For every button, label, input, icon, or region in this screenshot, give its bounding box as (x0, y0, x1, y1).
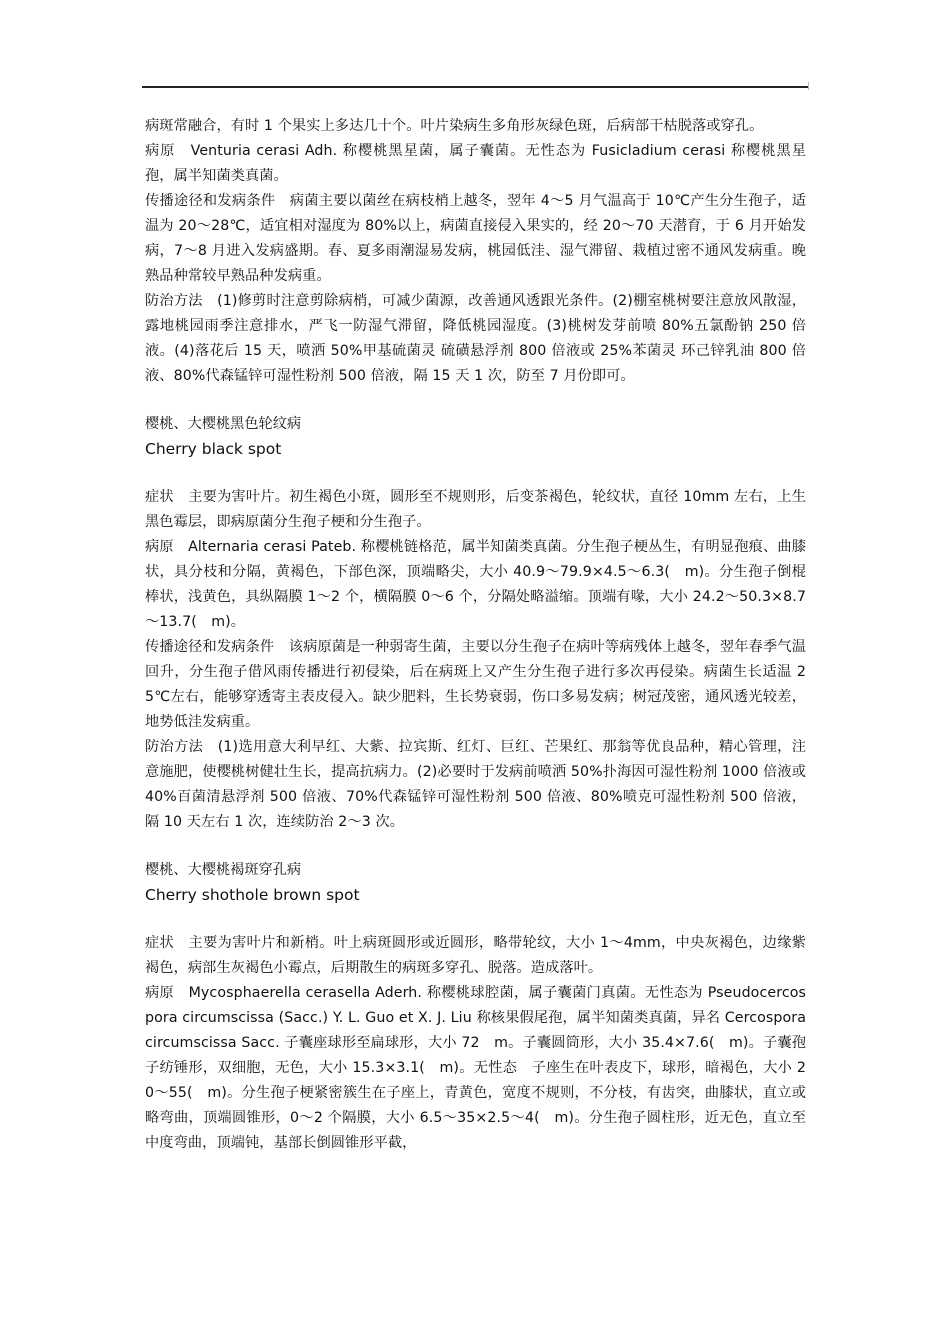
paragraph: 病斑常融合，有时 1 个果实上多达几十个。叶片染病生多角形灰绿色斑，后病部干枯脱落或穿孔。 (145, 118, 764, 134)
paragraph: 病原 Mycosphaerella cerasella Aderh. 称樱桃球腔菌，属子囊菌门真菌。无性态为 Pseudocercospora circumscissa (Sacc.) Y. L. Guo et X. J. Liu 称核果假尾孢，属半知菌类真菌，异名 Cercospora circumscissa Sacc. 子囊座球形至扁球形，大小 72 m。子囊圆筒形，大小 35.4×7.6( m)。子囊孢子纺锤形，双细胞，无色，大小 15.3×3.1( m)。无性态 子座生在叶表皮下，球形，暗褐色，大小 20～55( m)。分生孢子梗紧密簇生在子座上，青黄色，宽度不规则，不分枝，有齿突，曲膝状，直立或略弯曲，顶端圆锥形，0～2 个隔膜，大小 6.5～35×2.5～4( m)。分生孢子圆柱形，近无色，直立至中度弯曲，顶端钝，基部长倒圆锥形平截， (145, 985, 806, 1151)
spacer (145, 389, 806, 412)
section-heading: 樱桃、大樱桃褐斑穿孔病 (145, 862, 302, 878)
paragraph: 传播途径和发病条件 该病原菌是一种弱寄生菌，主要以分生孢子在病叶等病残体上越冬，翌年春季气温回升，分生孢子借风雨传播进行初侵染，后在病斑上又产生分生孢子进行多次再侵染。病菌生长适温 25℃左右，能够穿透寄主表皮侵入。缺少肥料，生长势衰弱，伤口多易发病；树冠茂密，通风透光较差，地势低洼发病重。 (145, 639, 806, 730)
spacer (145, 835, 806, 858)
document-body (145, 114, 806, 1156)
spacer (145, 462, 806, 485)
spacer (145, 908, 806, 931)
paragraph: 病原 Alternaria cerasi Pateb. 称樱桃链格范，属半知菌类真菌。分生孢子梗丛生，有明显孢痕、曲膝状，具分枝和分隔，黄褐色，下部色深，顶端略尖，大小 40.9～79.9×4.5～6.3( m)。分生孢子倒棍棒状，浅黄色，具纵隔膜 1～2 个，横隔膜 0～6 个，分隔处略溢缩。顶端有喙，大小 24.2～50.3×8.7～13.7( m)。 (145, 539, 806, 630)
section-subtitle: Cherry black spot (145, 440, 282, 458)
paragraph: 传播途径和发病条件 病菌主要以菌丝在病枝梢上越冬，翌年 4～5 月气温高于 10℃产生分生孢子，适温为 20～28℃，适宜相对湿度为 80%以上，病菌直接侵入果实的，经 20～70 天潜育，于 6 月开始发病，7～8 月进入发病盛期。春、夏多雨潮湿易发病，桃园低洼、湿气滞留、栽植过密不通风发病重。晚熟品种常较早熟品种发病重。 (145, 193, 806, 284)
paragraph: 症状 主要为害叶片和新梢。叶上病斑圆形或近圆形，略带轮纹，大小 1～4mm，中央灰褐色，边缘紫褐色，病部生灰褐色小霉点，后期散生的病斑多穿孔、脱落。造成落叶。 (145, 935, 807, 976)
section-subtitle: Cherry shothole brown spot (145, 886, 360, 904)
section-heading: 樱桃、大樱桃黑色轮纹病 (145, 416, 302, 432)
paragraph: 病原 Venturia cerasi Adh. 称樱桃黑星菌，属子囊菌。无性态为 Fusicladium cerasi 称樱桃黑星孢，属半知菌类真菌。 (145, 143, 806, 184)
paragraph: 防治方法 (1)选用意大利早红、大紫、拉宾斯、红灯、巨红、芒果红、那翁等优良品种，精心管理，注意施肥，使樱桃树健壮生长，提高抗病力。(2)必要时于发病前喷洒 50%扑海因可湿性粉剂 1000 倍液或 40%百菌清悬浮剂 500 倍液、70%代森锰锌可湿性粉剂 500 倍液、80%喷克可湿性粉剂 500 倍液，隔 10 天左右 1 次，连续防治 2～3 次。 (145, 739, 806, 830)
header-rule-tick (808, 82, 809, 90)
header-rule (142, 86, 808, 88)
paragraph: 防治方法 (1)修剪时注意剪除病梢，可减少菌源，改善通风透跟光条件。(2)棚室桃树要注意放风散湿，露地桃园雨季注意排水，严飞一防湿气滞留，降低桃园湿度。(3)桃树发芽前喷 80%五氯酚钠 250 倍液。(4)落花后 15 天，喷洒 50%甲基硫菌灵 硫磺悬浮剂 800 倍液或 25%苯菌灵 环己锌乳油 800 倍液、80%代森锰锌可湿性粉剂 500 倍液，隔 15 天 1 次，防至 7 月份即可。 (145, 293, 806, 384)
paragraph: 症状 主要为害叶片。初生褐色小斑，圆形至不规则形，后变茶褐色，轮纹状，直径 10mm 左右，上生黑色霉层，即病原菌分生孢子梗和分生孢子。 (145, 489, 806, 530)
